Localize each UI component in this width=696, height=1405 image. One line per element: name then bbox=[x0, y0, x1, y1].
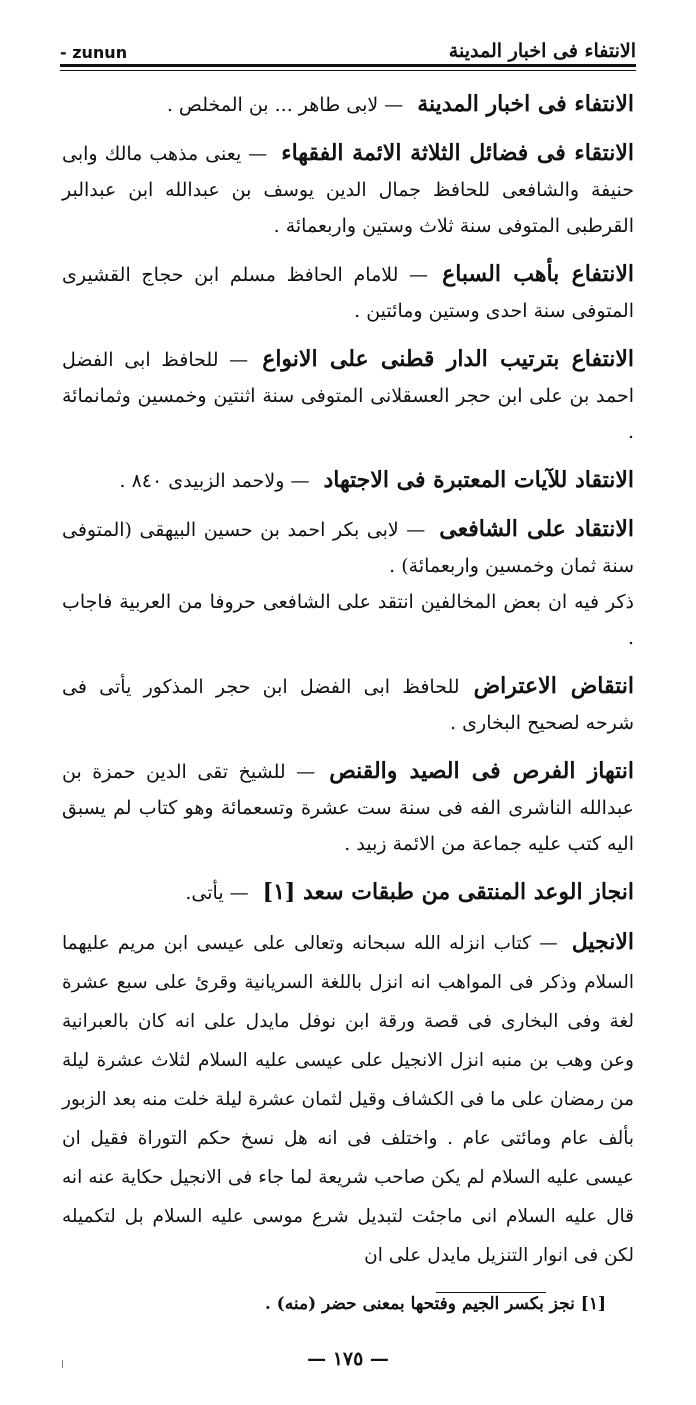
entry bbox=[62, 668, 634, 741]
entry-text: — لابى بكر احمد بن حسين البيهقى (المتوفى سنة ثمان وخمسين واربعمائة) . bbox=[62, 519, 634, 577]
entry-text: — يعنى مذهب مالك وابى حنيفة والشافعى للحافظ جمال الدين يوسف بن عبدالله ابن عبدالبر القرطبى المتوفى سنة ثلاث وستين واربعمائة . bbox=[62, 143, 634, 237]
entry-text: — ولاحمد الزبيدى ٨٤٠ . bbox=[119, 470, 310, 492]
entry-text: — للحافظ ابى الفضل احمد بن على ابن حجر العسقلانى المتوفى سنة اثنتين وخمسين وثمانمائة . bbox=[62, 349, 634, 443]
header-rule-thick bbox=[60, 64, 636, 67]
entry-title: الانتقاد على الشافعى bbox=[439, 516, 634, 542]
entry-text: — لابى طاهر ... بن المخلص . bbox=[166, 94, 404, 116]
entry-title: الانجيل bbox=[571, 929, 634, 955]
entry-injil bbox=[62, 923, 634, 1275]
entry-title: الانتفاء فى اخبار المدينة bbox=[417, 91, 634, 117]
entry bbox=[62, 135, 634, 244]
entry bbox=[62, 874, 634, 911]
entry-title: الانتقاء فى فضائل الثلاثة الائمة الفقهاء bbox=[281, 140, 634, 166]
header-left-label: - zunun bbox=[60, 43, 128, 62]
entry-title: انتقاض الاعتراض bbox=[473, 673, 634, 699]
footnote-rule bbox=[436, 1292, 546, 1293]
entry-note bbox=[62, 584, 634, 656]
footnote: [١] نجز بكسر الجيم وفتحها بمعنى حضر (منه) . bbox=[264, 1294, 606, 1314]
entry-title: الانتقاد للآيات المعتبرة فى الاجتهاد bbox=[323, 467, 634, 493]
running-header bbox=[60, 28, 636, 62]
entry-text: — للشيخ تقى الدين حمزة بن عبدالله الناشرى الفه فى سنة ست عشرة وتسعمائة وهو كتاب لم يسبق اليه كتب عليه جماعة من الائمة زبيد . bbox=[62, 761, 634, 855]
page-number: — ١٧٥ — bbox=[307, 1348, 389, 1370]
entry bbox=[62, 256, 634, 329]
entry-text: — يأتى. bbox=[185, 882, 249, 904]
entry-text: — للامام الحافظ مسلم ابن حجاج القشيرى المتوفى سنة احدى وستين ومائتين . bbox=[62, 264, 634, 322]
page-content bbox=[62, 86, 634, 1287]
entry-text: — كتاب انزله الله سبحانه وتعالى على عيسى ابن مريم عليهما السلام وذكر فى المواهب انه انزل باللغة السريانية وقرئ على سبع عشرة لغة وفى البخارى فى قصة ورقة ابن نوفل مايدل على انه كان بالعبرانية وعن وهب بن منبه انزل الانجيل على عيسى عليه السلام لثلاث عشرة ليلة من رمضان على ما فى الكشاف وقيل لثمان عشرة ليلة خلت منه بعد الزبور بألف عام ومائتى عام . واختلف فى انه هل نسخ حكم التوراة فقيل ان عيسى عليه السلام لم يكن صاحب شريعة لما جاء فى الانجيل حكاية عنه انه قال عليه السلام انى ماجئت لتبديل شرع موسى عليه السلام بل لتكميله لكن فى انوار التنزيل مايدل على ان bbox=[61, 933, 634, 1266]
entry bbox=[62, 341, 634, 450]
entry-title: الانتفاع بأهب السباع bbox=[442, 261, 634, 287]
entry bbox=[62, 511, 634, 584]
scan-speck bbox=[62, 1360, 63, 1368]
entry-title: الانتفاع بترتيب الدار قطنى على الانواع bbox=[262, 346, 634, 372]
entry-title: انتهاز الفرص فى الصيد والقنص bbox=[329, 758, 634, 784]
entry bbox=[62, 462, 634, 499]
entry-text: للحافظ ابى الفضل ابن حجر المذكور يأتى فى شرحه لصحيح البخارى . bbox=[62, 676, 634, 734]
header-rule-thin bbox=[60, 70, 636, 71]
header-title: الانتفاء فى اخبار المدينة bbox=[448, 40, 636, 62]
entry-title: انجاز الوعد المنتقى من طبقات سعد [١] bbox=[262, 879, 634, 905]
entry bbox=[62, 753, 634, 862]
entry bbox=[62, 86, 634, 123]
entry-note-text: ذكر فيه ان بعض المخالفين انتقد على الشافعى حروفا من العربية فاجاب . bbox=[62, 591, 634, 649]
